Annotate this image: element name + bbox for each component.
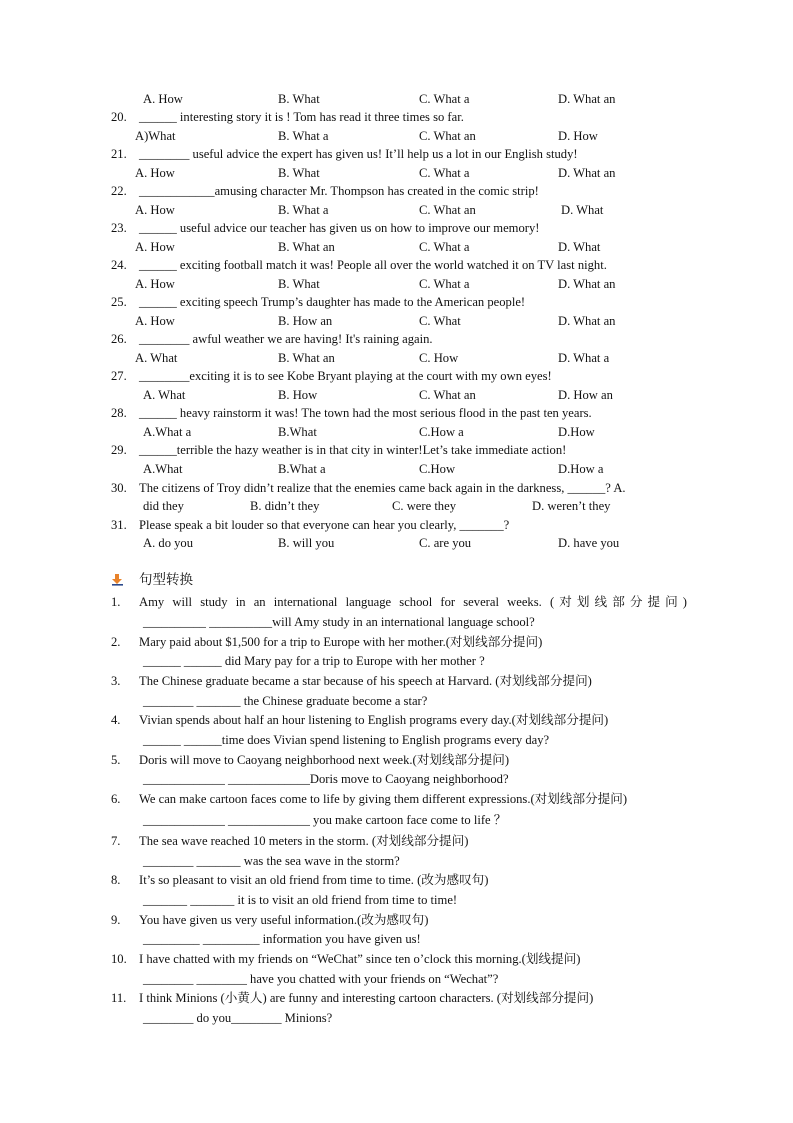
question-number: 31.: [111, 518, 127, 532]
option-b: B. What an: [278, 351, 335, 365]
option-b: B. What: [278, 277, 320, 291]
question-number: 5.: [111, 753, 121, 767]
question-number: 22.: [111, 184, 127, 198]
option-d: D. have you: [558, 536, 620, 550]
section-title: 句型转换: [139, 572, 193, 587]
question-number: 10.: [111, 952, 127, 966]
answer-blanks: ________ _______ was the sea wave in the storm?: [143, 854, 400, 868]
option-a: A. How: [143, 92, 183, 106]
option-a: A. How: [135, 314, 175, 328]
answer-blanks: ______ ______ did Mary pay for a trip to Europe with her mother ?: [143, 654, 485, 668]
option-a: did they: [143, 499, 184, 513]
option-a: A)What: [135, 129, 176, 143]
question-number: 4.: [111, 713, 121, 727]
answer-blanks: ________ ________ have you chatted with your friends on “Wechat”?: [143, 972, 499, 986]
option-c: C. What: [419, 314, 461, 328]
option-b: B. What a: [278, 129, 329, 143]
arrow-down-bullet-icon: [111, 572, 125, 586]
option-a: A. do you: [143, 536, 194, 550]
option-d: D. What: [561, 203, 604, 217]
question-text: You have given us very useful information.(改为感叹句): [139, 913, 429, 927]
question-text: ________ awful weather we are having! It's raining again.: [139, 332, 433, 346]
option-d: D.How: [558, 425, 595, 439]
question-text: ____________amusing character Mr. Thompson has created in the comic strip!: [139, 184, 539, 198]
option-d: D. weren’t they: [532, 499, 611, 513]
question-number: 6.: [111, 792, 121, 806]
question-number: 28.: [111, 406, 127, 420]
question-number: 21.: [111, 147, 127, 161]
question-text: ______ useful advice our teacher has given us on how to improve our memory!: [139, 221, 540, 235]
option-b: B. will you: [278, 536, 335, 550]
option-c: C.How a: [419, 425, 464, 439]
question-number: 26.: [111, 332, 127, 346]
option-c: C. What a: [419, 166, 470, 180]
option-a: A. How: [135, 277, 175, 291]
option-a: A. How: [135, 166, 175, 180]
option-b: B.What a: [278, 462, 326, 476]
option-c: C. were they: [392, 499, 456, 513]
option-b: B.What: [278, 425, 317, 439]
question-text: It’s so pleasant to visit an old friend from time to time. (改为感叹句): [139, 873, 489, 887]
question-number: 23.: [111, 221, 127, 235]
option-b: B. What: [278, 166, 320, 180]
question-number: 7.: [111, 834, 121, 848]
option-a: A. How: [135, 203, 175, 217]
option-b: B. How: [278, 388, 318, 402]
option-b: B. What: [278, 92, 320, 106]
question-text: Vivian spends about half an hour listening to English programs every day.(对划线部分提问): [139, 713, 609, 727]
option-d: D. What a: [558, 351, 610, 365]
option-a: A. What: [135, 351, 178, 365]
option-d: D. What an: [558, 166, 616, 180]
option-d: D. What an: [558, 277, 616, 291]
question-text: ______ heavy rainstorm it was! The town had the most serious flood in the past ten years.: [139, 406, 592, 420]
question-number: 20.: [111, 110, 127, 124]
question-number: 1.: [111, 595, 121, 609]
option-b: B. What an: [278, 240, 335, 254]
option-a: A. What: [143, 388, 186, 402]
option-d: D.How a: [558, 462, 604, 476]
question-number: 27.: [111, 369, 127, 383]
question-number: 25.: [111, 295, 127, 309]
answer-blanks: _____________ _____________Doris move to Caoyang neighborhood?: [143, 772, 509, 786]
question-text: Please speak a bit louder so that everyone can hear you clearly, _______?: [139, 518, 510, 532]
option-c: C. are you: [419, 536, 472, 550]
question-text: Doris will move to Caoyang neighborhood next week.(对划线部分提问): [139, 753, 510, 767]
question-text: I think Minions (小黄人) are funny and interesting cartoon characters. (对划线部分提问): [139, 991, 594, 1005]
question-number: 3.: [111, 674, 121, 688]
option-c: C. What a: [419, 240, 470, 254]
question-text: The sea wave reached 10 meters in the storm. (对划线部分提问): [139, 834, 469, 848]
question-number: 30.: [111, 481, 127, 495]
option-b: B. didn’t they: [250, 499, 320, 513]
option-d: D. How: [558, 129, 598, 143]
question-number: 2.: [111, 635, 121, 649]
option-c: C.How: [419, 462, 456, 476]
option-b: B. What a: [278, 203, 329, 217]
section-header: [111, 572, 193, 588]
option-c: C. What an: [419, 203, 476, 217]
question-text: I have chatted with my friends on “WeChat” since ten o’clock this morning.(划线提问): [139, 952, 581, 966]
option-a: A. How: [135, 240, 175, 254]
question-number: 11.: [111, 991, 127, 1005]
question-text: We can make cartoon faces come to life by giving them different expressions.(对划线部分提问): [139, 792, 628, 806]
option-c: C. How: [419, 351, 459, 365]
option-d: D. What an: [558, 92, 616, 106]
question-number: 24.: [111, 258, 127, 272]
option-b: B. How an: [278, 314, 333, 328]
question-text: ______ interesting story it is ! Tom has read it three times so far.: [139, 110, 464, 124]
option-d: D. What: [558, 240, 601, 254]
answer-blanks: _____________ _____________ you make cartoon face come to life ？: [143, 813, 507, 827]
question-text: Mary paid about $1,500 for a trip to Europe with her mother.(对划线部分提问): [139, 635, 543, 649]
question-text: ______ exciting speech Trump’s daughter has made to the American people!: [139, 295, 526, 309]
option-d: D. What an: [558, 314, 616, 328]
answer-blanks: __________ __________will Amy study in an international language school?: [143, 615, 535, 629]
answer-blanks: ______ ______time does Vivian spend listening to English programs every day?: [143, 733, 550, 747]
question-text: ______terrible the hazy weather is in that city in winter!Let’s take immediate action!: [139, 443, 567, 457]
question-number: 8.: [111, 873, 121, 887]
answer-blanks: ________ _______ the Chinese graduate become a star?: [143, 694, 428, 708]
question-text: ______ exciting football match it was! People all over the world watched it on TV last night.: [139, 258, 607, 272]
question-text: The Chinese graduate became a star because of his speech at Harvard. (对划线部分提问): [139, 674, 592, 688]
option-c: C. What a: [419, 92, 470, 106]
question-text: ________ useful advice the expert has given us! It’ll help us a lot in our English study!: [139, 147, 578, 161]
option-c: C. What an: [419, 129, 476, 143]
answer-blanks: ________ do you________ Minions?: [143, 1011, 333, 1025]
question-number: 9.: [111, 913, 121, 927]
option-a: A.What: [143, 462, 183, 476]
answer-blanks: _______ _______ it is to visit an old friend from time to time!: [143, 893, 458, 907]
question-text: ________exciting it is to see Kobe Bryant playing at the court with my own eyes!: [139, 369, 552, 383]
option-a: A.What a: [143, 425, 192, 439]
answer-blanks: _________ _________ information you have given us!: [143, 932, 421, 946]
question-number: 29.: [111, 443, 127, 457]
question-text: Amy will study in an international language school for several weeks. (对划线部分提问): [139, 595, 687, 609]
option-d: D. How an: [558, 388, 613, 402]
option-c: C. What a: [419, 277, 470, 291]
question-text: The citizens of Troy didn’t realize that the enemies came back again in the darkness, ______? A.: [139, 481, 626, 495]
option-c: C. What an: [419, 388, 476, 402]
